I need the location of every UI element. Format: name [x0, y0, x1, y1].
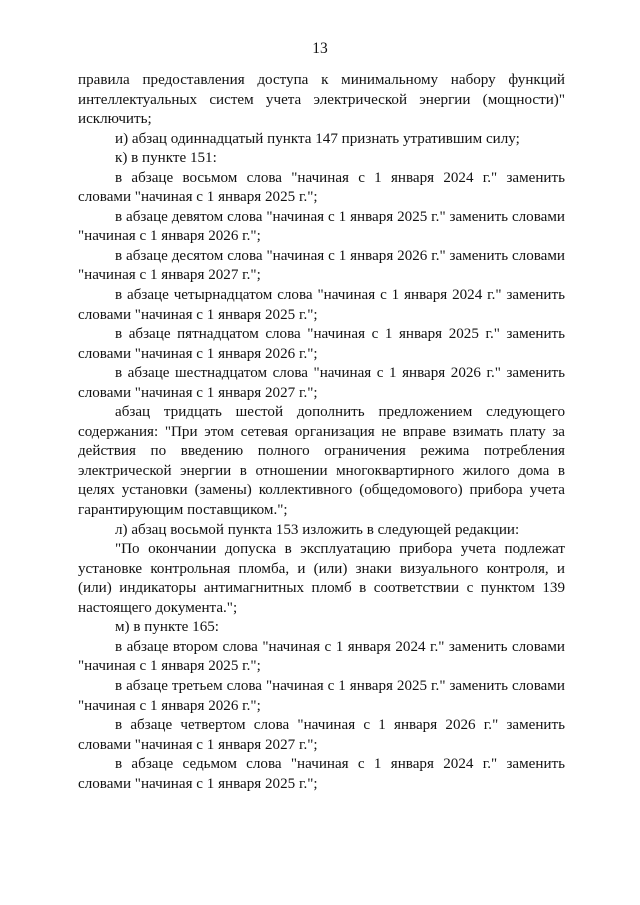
paragraph: "По окончании допуска в эксплуатацию прибора учета подлежат установке контрольная пломба, и (или) знаки визуального контроля, и (или) индикаторы антимагнитных пломб в соответствии с пунктом 139 настоящего документа."; [78, 541, 565, 616]
paragraph: в абзаце четырнадцатом слова "начиная с 1 января 2024 г." заменить словами "начиная с 1 января 2025 г."; [78, 287, 565, 323]
paragraph: в абзаце шестнадцатом слова "начиная с 1 января 2026 г." заменить словами "начиная с 1 января 2027 г."; [78, 365, 565, 401]
paragraph: в абзаце седьмом слова "начиная с 1 января 2024 г." заменить словами "начиная с 1 января 2025 г."; [78, 756, 565, 792]
paragraph: абзац тридцать шестой дополнить предложением следующего содержания: "При этом сетевая организация не вправе взимать плату за действия по введению полного ограничения режима потребления электрической энергии в отношении многоквартирного жилого дома в целях установки (замены) коллективного (общедомового) прибора учета гарантирующим поставщиком."; [78, 404, 565, 519]
paragraph: в абзаце четвертом слова "начиная с 1 января 2026 г." заменить словами "начиная с 1 января 2027 г."; [78, 717, 565, 753]
paragraph: л) абзац восьмой пункта 153 изложить в следующей редакции: [115, 521, 520, 538]
paragraph: в абзаце третьем слова "начиная с 1 января 2025 г." заменить словами "начиная с 1 января 2026 г."; [78, 677, 565, 714]
paragraph: в абзаце втором слова "начиная с 1 января 2024 г." заменить словами "начиная с 1 января 2025 г."; [78, 638, 565, 675]
document-body [78, 71, 565, 794]
paragraph: в абзаце пятнадцатом слова "начиная с 1 января 2025 г." заменить словами "начиная с 1 января 2026 г."; [78, 326, 565, 362]
paragraph: и) абзац одиннадцатый пункта 147 признать утратившим силу; [115, 130, 520, 147]
paragraph: к) в пункте 151: [115, 150, 217, 167]
page-number: 13 [312, 40, 328, 57]
paragraph: в абзаце восьмом слова "начиная с 1 января 2024 г." заменить словами "начиная с 1 января 2025 г."; [78, 169, 565, 206]
paragraph: м) в пункте 165: [115, 619, 219, 636]
paragraph: правила предоставления доступа к минимальному набору функций интеллектуальных систем учета электрической энергии (мощности)" исключить; [78, 72, 565, 128]
paragraph: в абзаце девятом слова "начиная с 1 января 2025 г." заменить словами "начиная с 1 января 2026 г."; [78, 208, 565, 245]
paragraph: в абзаце десятом слова "начиная с 1 января 2026 г." заменить словами "начиная с 1 января 2027 г."; [78, 247, 565, 284]
